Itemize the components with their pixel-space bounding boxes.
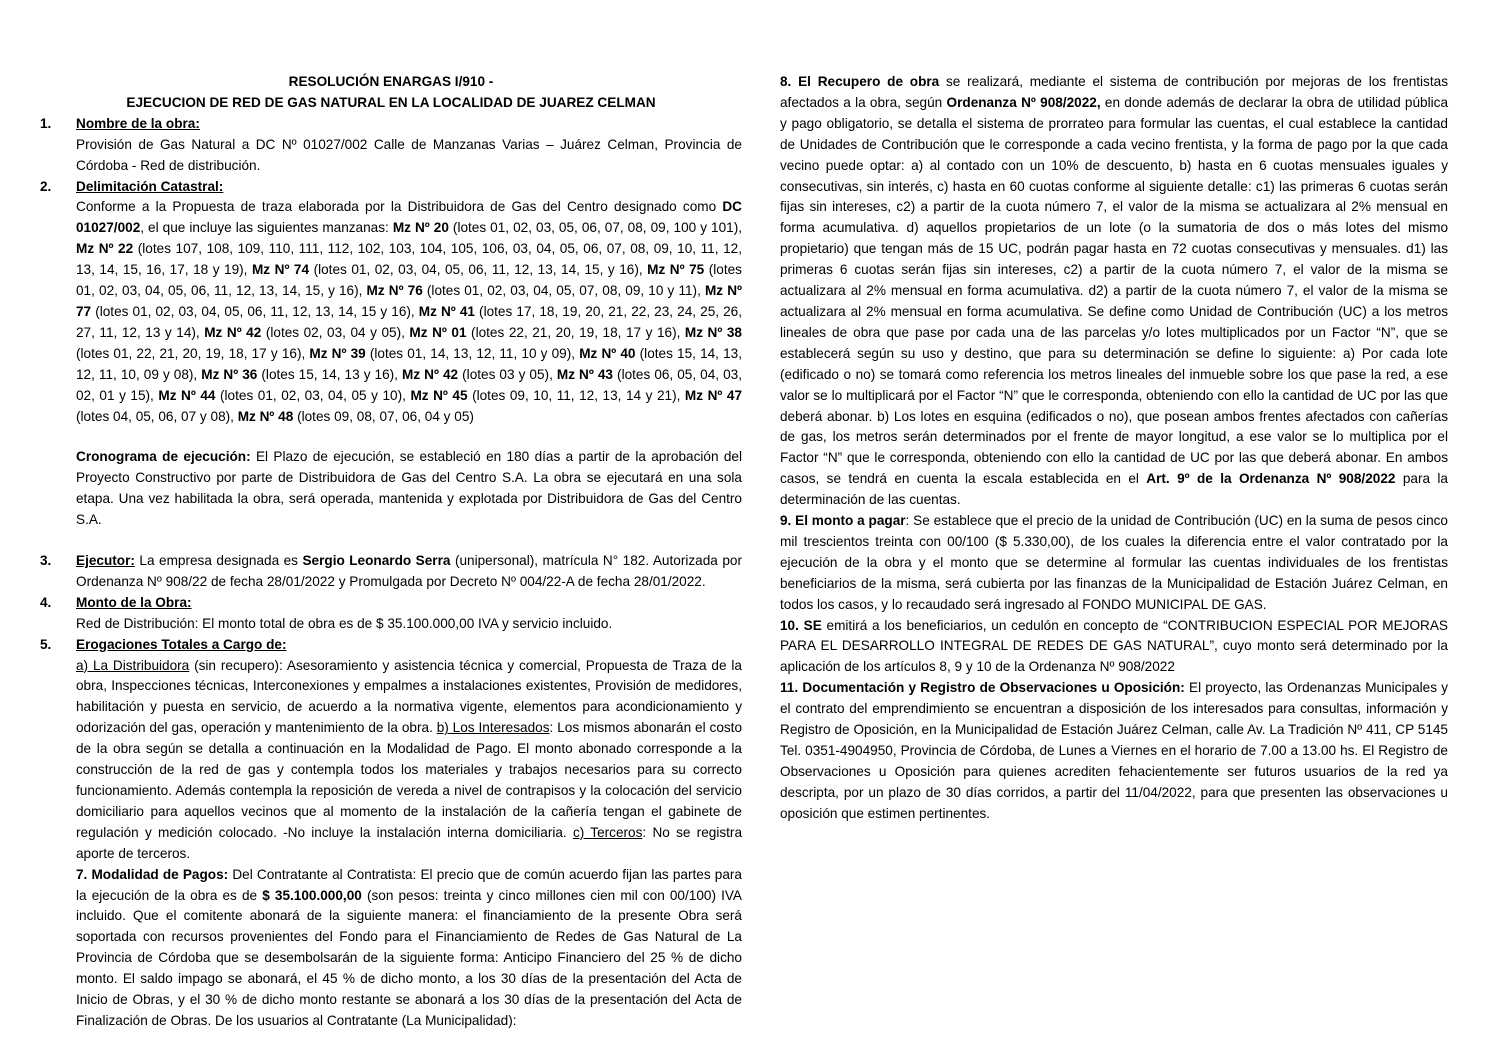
s10-text: emitirá a los beneficiarios, un cedulón en concepto de “CONTRIBUCION ESPECIAL POR MEJORAS PARA EL DESARROLLO INTEGRAL DE REDES DE GAS NATURAL”, cuyo monto será determinado por la aplicación de los artículos 8, 9 y 10 de la Ordenanza Nº 908/2022 xyxy=(780,617,1448,675)
lots-75: (lotes 01, 02, 03, 04, 05, 06, 11, 12, 13, 14, 15, y 16), xyxy=(76,262,742,299)
document-title-line-2: EJECUCION DE RED DE GAS NATURAL EN LA LOCALIDAD DE JUAREZ CELMAN xyxy=(126,94,656,110)
lots-76: (lotes 01, 02, 03, 04, 05, 07, 08, 09, 10 y 11), xyxy=(422,283,705,299)
mz-39: Mz Nº 39 xyxy=(309,345,366,361)
section-1-number: 1. xyxy=(40,115,52,131)
section-4-heading: Monto de la Obra: xyxy=(76,594,192,610)
s9-text: : Se establece que el precio de la unidad de Contribución (UC) en la suma de pesos cinco mil trescientos treinta con 00/100 ($ 5.330,00), de los cuales la diferencia entre el valor contratado por la ejecución de la obra y el monto que se determine al formular las cuentas individuales de los frentistas beneficiarios de la misma, será cubierta por las finanzas de la Municipalidad de Estación Juárez Celman, en todos los casos, y lo recaudado será ingresado al FONDO MUNICIPAL DE GAS. xyxy=(780,513,1448,612)
lots-43: (lotes 06, 05, 04, 03, 02, 01 y 15), xyxy=(76,366,743,403)
section-5 xyxy=(40,635,742,1032)
section-3 xyxy=(40,551,742,593)
mz-47: Mz Nº 47 xyxy=(684,387,743,403)
contractor-name: Sergio Leonardo Serra xyxy=(302,553,451,569)
document-title-line-1: RESOLUCIÓN ENARGAS I/910 - xyxy=(288,74,494,89)
mz-45: Mz Nº 45 xyxy=(410,387,468,403)
lots-38: (lotes 01, 22, 21, 20, 19, 18, 17 y 16), xyxy=(76,345,310,361)
section-10-heading: 10. SE xyxy=(780,617,822,633)
b-label: b) Los Interesados xyxy=(436,720,550,736)
mz-38: Mz Nº 38 xyxy=(684,324,742,340)
mz-43: Mz Nº 43 xyxy=(556,366,613,382)
lots-44: (lotes 01, 02, 03, 04, 05 y 10), xyxy=(215,387,411,403)
section-4-text: Red de Distribución: El monto total de obra es de $ 35.100.000,00 IVA y servicio incluido. xyxy=(76,615,613,631)
cronograma-heading: Cronograma de ejecución: xyxy=(76,449,251,465)
mz-48: Mz Nº 48 xyxy=(237,408,294,424)
s2-text-2: , el que incluye las siguientes manzanas: xyxy=(140,220,393,236)
section-7-text xyxy=(76,865,742,1032)
lots-48: (lotes 09, 08, 07, 06, 04 y 05) xyxy=(293,408,474,424)
section-8-heading: 8. El Recupero de obra xyxy=(780,74,940,89)
mz-36: Mz Nº 36 xyxy=(201,366,258,382)
s3-text-2: (unipersonal), matrícula N° 182. Autorizada por Ordenanza Nº 908/22 de fecha 28/01/2022 y Promulgada por Decreto Nº 004/22-A de fecha 28/01/2022. xyxy=(76,553,742,589)
section-1-heading: Nombre de la obra: xyxy=(76,115,200,131)
lots-22: (lotes 107, 108, 109, 110, 111, 112, 102, 103, 104, 105, 106, 03, 04, 05, 06, 07, 08, 09, 10, 11, 12, 13, 14, 15, 16, 17, 18 y 19), xyxy=(76,241,742,278)
lots-36: (lotes 15, 14, 13 y 16), xyxy=(257,366,402,382)
section-11-text xyxy=(780,678,1448,824)
cronograma-paragraph xyxy=(76,447,742,531)
a-label: a) La Distribuidora xyxy=(76,657,190,673)
section-2-heading: Delimitación Catastral: xyxy=(76,178,224,194)
s2-text-1: Conforme a la Propuesta de traza elaborada por la Distribuidora de Gas del Centro designado como xyxy=(76,199,723,215)
section-8-text xyxy=(780,72,1448,511)
section-3-heading: Ejecutor: xyxy=(76,553,135,569)
section-2 xyxy=(40,177,742,532)
mz-74: Mz Nº 74 xyxy=(251,262,310,278)
section-4-number: 4. xyxy=(40,594,52,610)
section-11-heading: 11. Documentación y Registro de Observaciones u Oposición: xyxy=(780,680,1185,696)
section-9-text xyxy=(780,511,1448,616)
lots-77: (lotes 01, 02, 03, 04, 05, 06, 11, 12, 13, 14, 15 y 16), xyxy=(91,303,419,319)
mz-01: Mz Nº 01 xyxy=(409,324,467,340)
cronograma-text: El Plazo de ejecución, se estableció en 180 días a partir de la aprobación del Proyecto Constructivo por parte de Distribuidora de Gas del Centro S.A. La obra se ejecutará en una sola etapa. Una vez habilitada la obra, será operada, mantenida y explotada por Distribuidora de Gas del Centro S.A. xyxy=(76,449,743,528)
lots-47: (lotes 04, 05, 06, 07 y 08), xyxy=(76,408,238,424)
mz-22: Mz Nº 22 xyxy=(76,241,134,257)
s7-text-1: Del Contratante al Contratista: El precio que de común acuerdo fijan las partes para la ejecución de la obra es de xyxy=(76,866,742,903)
lots-45: (lotes 09, 10, 11, 12, 13, 14 y 21), xyxy=(467,387,685,403)
b-text: : Los mismos abonarán el costo de la obra según se detalla a continuación en la Modalidad de Pago. El monto abonado corresponde a la construcción de la red de gas y contempla todos los materiales y trabajos necesarios para su correcto funcionamiento. Además contempla la reposición de vereda a nivel de contrapisos y la colocación del servicio domiciliario para aquellos vecinos que al momento de la instalación de la cañería tengan el gabinete de regulación y medición colocado. -No incluye la instalación interna domiciliaria. xyxy=(76,720,743,840)
lots-42: (lotes 02, 03, 04 y 05), xyxy=(261,324,410,340)
lots-01: (lotes 22, 21, 20, 19, 18, 17 y 16), xyxy=(466,324,685,340)
s8-article: Art. 9º de la Ordenanza Nº 908/2022 xyxy=(1146,471,1396,487)
dc-code: DC 01027/002 xyxy=(76,199,742,236)
s8-text-3: para la determinación de las cuentas. xyxy=(780,471,1448,508)
s8-ordinance: Ordenanza Nº 908/2022, xyxy=(946,94,1101,110)
c-label: c) Terceros xyxy=(572,824,643,840)
right-column xyxy=(780,72,1448,825)
mz-20: Mz Nº 20 xyxy=(392,220,449,236)
mz-42: Mz Nº 42 xyxy=(204,324,262,340)
lots-74: (lotes 01, 02, 03, 04, 05, 06, 11, 12, 13, 14, 15, y 16), xyxy=(309,262,648,278)
s7-amount: $ 35.100.000,00 xyxy=(262,887,362,903)
mz-44: Mz Nº 44 xyxy=(158,387,216,403)
s8-text-1: se realizará, mediante el sistema de contribución por mejoras de los frentistas afectados a la obra, según xyxy=(780,74,1448,110)
c-text: : No se registra aporte de terceros. xyxy=(76,824,743,861)
mz-76: Mz Nº 76 xyxy=(366,283,423,299)
lots-40: (lotes 15, 14, 13, 12, 11, 10, 09 y 08), xyxy=(76,345,743,382)
section-2-text xyxy=(76,197,742,427)
section-2-number: 2. xyxy=(40,178,52,194)
section-5-heading: Erogaciones Totales a Cargo de: xyxy=(76,636,287,652)
spacer xyxy=(76,427,742,447)
lots-42-b: (lotes 03 y 05), xyxy=(458,366,557,382)
section-7-heading: 7. Modalidad de Pagos: xyxy=(76,866,229,882)
section-4 xyxy=(40,593,742,635)
lots-41: (lotes 17, 18, 19, 20, 21, 22, 23, 24, 25, 26, 27, 11, 12, 13 y 14), xyxy=(76,303,742,340)
lots-39: (lotes 01, 14, 13, 12, 11, 10 y 09), xyxy=(365,345,580,361)
section-1-text: Provisión de Gas Natural a DC Nº 01027/002 Calle de Manzanas Varias – Juárez Celman, Provincia de Córdoba - Red de distribución. xyxy=(76,136,742,173)
lots-20: (lotes 01, 02, 03, 05, 06, 07, 08, 09, 100 y 101), xyxy=(448,220,743,236)
mz-77: Mz Nº 77 xyxy=(76,283,742,319)
s11-text: El proyecto, las Ordenanzas Municipales y el contrato del emprendimiento se encuentran a disposición de los interesados para consultas, información y Registro de Oposición, en la Municipalidad de Estación Juárez Celman, calle Av. La Tradición Nº 411, CP 5145 Tel. 0351-4904950, Provincia de Córdoba, de Lunes a Viernes en el horario de 7.00 a 13.00 hs. El Registro de Observaciones u Oposición para quienes acrediten fehacientemente ser futuros usuarios de la red ya descripta, por un plazo de 30 días corridos, a partir del 11/04/2022, para que presenten las observaciones u oposición que estimen pertinentes. xyxy=(780,680,1448,821)
section-10-text xyxy=(780,616,1448,679)
mz-42-b: Mz Nº 42 xyxy=(402,366,459,382)
mz-41: Mz Nº 41 xyxy=(418,303,475,319)
section-9-heading: 9. El monto a pagar xyxy=(780,513,906,529)
s8-text-2: en donde además de declarar la obra de utilidad pública y pago obligatorio, se detalla el sistema de prorrateo para formular las cuentas, el cual establece la cantidad de Unidades de Contribución que le corresponde a cada vecino frentista, y la forma de pago por la que cada vecino puede optar: a) al contado con un 10% de descuento, b) hasta en 6 cuotas mensuales iguales y consecutivas, sin interés, c) hasta en 60 cuotas conforme al siguiente detalle: c1) las primeras 6 cuotas serán fijas sin intereses, c2) a partir de la cuota número 7, el valor de la misma se actualizara al 2% mensual en forma acumulativa. d) aquellos propietarios de un lote (o la sumatoria de dos o más lotes del mismo propietario) que tengan más de 15 UC, podrán pagar hasta en 72 cuotas consecutivas y mensuales. d1) las primeras 6 cuotas serán fijas sin intereses, c2) a partir de la cuota número 7, el valor de la misma se actualizara al 2% mensual en forma acumulativa. d2) a partir de la cuota número 7, el valor de la misma se actualizara al 2% mensual en forma acumulativa. Se define como Unidad de Contribución (UC) a los metros lineales de obra que pase por cada una de las parcelas y/o lotes multiplicados por un Factor “N”, que se establecerá según su uso y destino, que para su determinación se define lo siguiente: a) Por cada lote (edificado o no) se tomará como referencia los metros lineales del inmueble sobre los que pase la red, a ese valor se lo multiplicará por el Factor “N” que le corresponda, obteniendo con ello la cantidad de UC por las que deberá abonar. b) Los lotes en esquina (edificados o no), que posean ambos frentes afectados con cañerías de gas, los metros serán determinados por el frente de mayor longitud, a ese valor se lo multiplica por el Factor “N” que le corresponda, obteniendo con ello la cantidad de UC por las que deberá abonar. En ambos casos, se tendrá en cuenta la escala establecida en el xyxy=(780,94,1449,487)
s7-text-2: (son pesos: treinta y cinco millones cien mil con 00/100) IVA incluido. Que el comitente abonará de la siguiente manera: el financiamiento de la presente Obra será soportada con recursos provenientes del Fondo para el Financiamiento de Redes de Gas Natural de La Provincia de Córdoba que se desembolsarán de la siguiente forma: Anticipo Financiero del 25 % de dicho monto. El saldo impago se abonará, el 45 % de dicho monto, a los 30 días de la presentación del Acta de Inicio de Obras, y el 30 % de dicho monto restante se abonará a los 30 días de la presentación del Acta de Finalización de Obras. De los usuarios al Contratante (La Municipalidad): xyxy=(76,887,742,1028)
s3-text-1: La empresa designada es xyxy=(134,553,303,569)
mz-40: Mz Nº 40 xyxy=(579,345,636,361)
section-3-number: 3. xyxy=(40,553,52,569)
spacer xyxy=(40,531,742,551)
a-text: (sin recupero): Asesoramiento y asistencia técnica y comercial, Propuesta de Traza de la obra, Inspecciones técnicas, Interconexiones y empalmes a instalaciones existentes, Provisión de medidores, habilitación y puesta en servicio, de acuerdo a la normativa vigente, elementos para acondicionamiento y odorización del gas, operación y mantenimiento de la obra. xyxy=(76,657,742,736)
section-3-text xyxy=(76,551,742,593)
section-1 xyxy=(40,114,742,177)
mz-75: Mz Nº 75 xyxy=(647,262,705,278)
left-column xyxy=(40,72,742,1032)
section-5-text xyxy=(76,656,742,865)
section-5-number: 5. xyxy=(40,636,52,652)
